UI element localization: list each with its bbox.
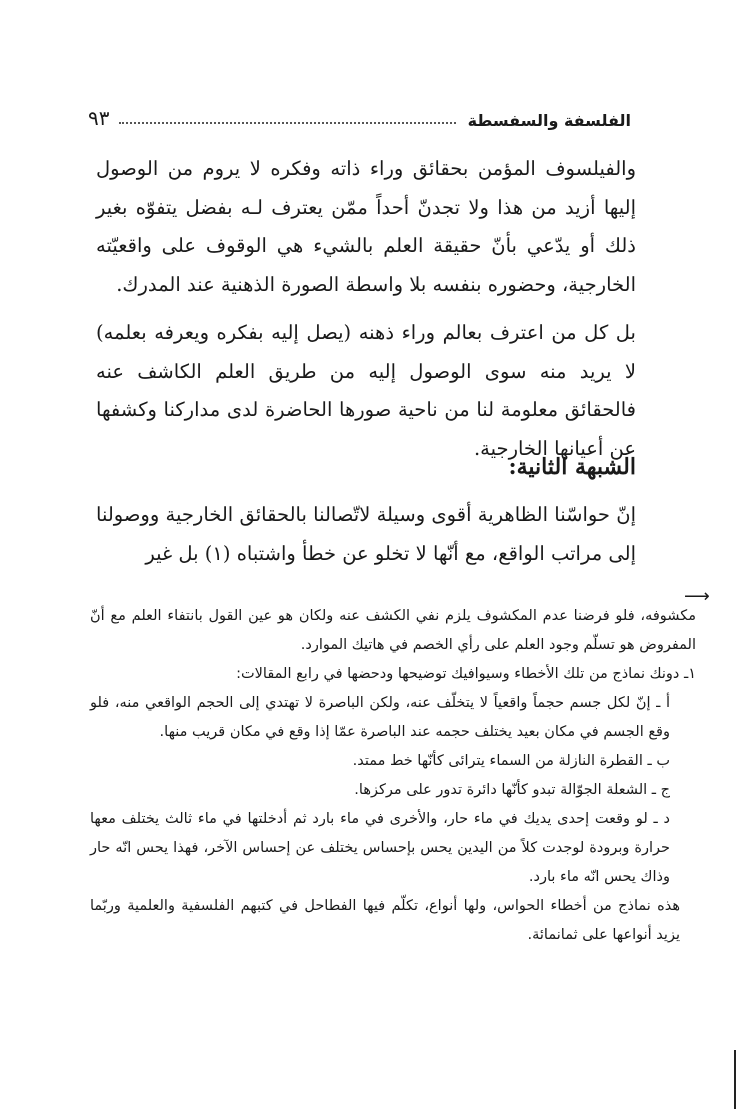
page-header [88,100,631,130]
footnote-1-intro: ١ـ دونك نماذج من تلك الأخطاء وسيوافيك توضيحها ودحضها في رابع المقالات: [236,666,696,682]
footnote-continuation: مكشوفه، فلو فرضنا عدم المكشوف يلزم نفي الكشف عنه ولكان هو عين القول بانتفاء العلم مع أنّ المفروض هو تسلّم وجود العلم على رأي الخصم في هاتيك الموارد. [90,608,696,653]
header-dotted-leader [119,121,455,124]
continuation-arrow-icon: ⟶ [684,586,710,607]
footnote-item-c: ج ـ الشعلة الجوّالة تبدو كأنّها دائرة تدور على مركزها. [354,782,670,798]
footnote-item-d: د ـ لو وقعت إحدى يديك في ماء حار، والأخرى في ماء بارد ثم أدخلتها في ماء ثالث يختلف معها حرارة وبرودة لوجدت كلاً من اليدين يحس بإحساس يختلف عن إحساس الآخر، فهذا يحس انّه حار وذاك يحس انّه ماء بارد. [90,811,670,885]
body-paragraph-2: بل كل من اعترف بعالم وراء ذهنه (يصل إليه بفكره ويعرفه بعلمه) لا يريد منه سوى الوصول إليه من طريق العلم الكاشف عنه فالحقائق معلومة لنا من ناحية صورها الحاضرة لدى مداركنا وكشفها عن أعيانها الخارجية. [96,321,636,460]
section-heading: الشبهة الثانية: [508,454,636,480]
footnotes [90,602,696,950]
body-paragraph-3: إنّ حواسّنا الظاهرية أقوى وسيلة لاتّصالنا بالحقائق الخارجية ووصولنا إلى مراتب الواقع، مع أنّها لا تخلو عن خطأ واشتباه (١) بل غير [96,503,636,565]
footnote-item-a: أ ـ إنّ لكل جسم حجماً واقعياً لا يتخلّف عنه، ولكن الباصرة لا تهتدي إلى الحجم الواقعي منه، فلو وقع الجسم في مكان بعيد يختلف حجمه عند الباصرة عمّا إذا وقع في مكان قريب منها. [90,695,670,740]
body-paragraph-1: والفيلسوف المؤمن بحقائق وراء ذاته وفكره لا يروم من الوصول إليها أزيد من هذا ولا تجدنّ أحداً ممّن يعترف لـه بفضل يتفوّه بغير ذلك أو يدّعي بأنّ حقيقة العلم بالشيء هي الوقوف على واقعيّته الخارجية، وحضوره بنفسه بلا واسطة الصورة الذهنية عند المدرك. [96,157,636,296]
footnote-conclusion: هذه نماذج من أخطاء الحواس، ولها أنواع، تكلّم فيها الفطاحل في كتبهم الفلسفية والعلمية وربّما يزيد أنواعها على ثمانمائة. [90,898,680,943]
running-title: الفلسفة والسفسطة [467,111,631,130]
page-number: ٩٣ [88,106,110,130]
footnote-item-b: ب ـ القطرة النازلة من السماء يترائى كأنّها خط ممتد. [352,753,670,769]
